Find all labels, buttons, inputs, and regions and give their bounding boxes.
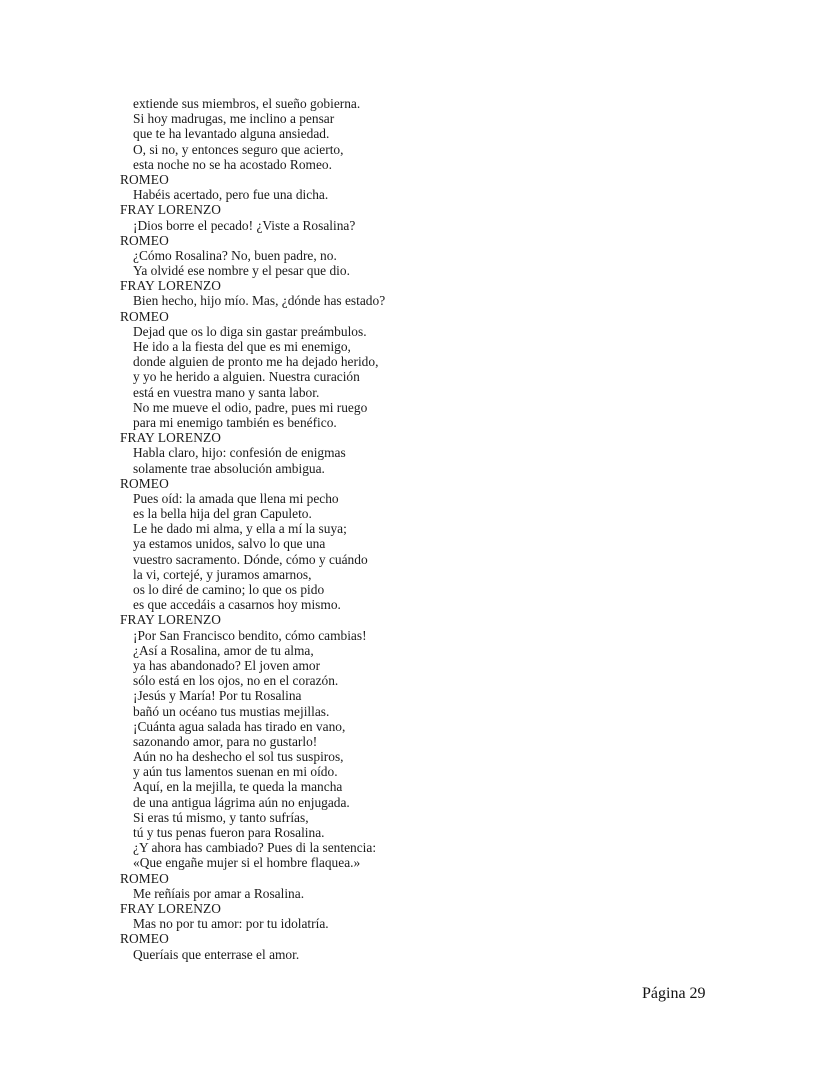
verse-line: Pues oíd: la amada que llena mi pecho [133,490,339,506]
verse-line: sólo está en los ojos, no en el corazón. [133,673,339,689]
speaker-name: FRAY LORENZO [120,430,222,446]
verse-line: esta noche no se ha acostado Romeo. [133,156,332,172]
verse-line: ya has abandonado? El joven amor [133,657,321,673]
verse-line: Aquí, en la mejilla, te queda la mancha [133,779,343,795]
verse-line: es la bella hija del gran Capuleto. [133,506,312,522]
verse-line: Le he dado mi alma, y ella a mí la suya; [133,521,347,537]
verse-line: No me mueve el odio, padre, pues mi ruego [133,399,368,415]
verse-line: He ido a la fiesta del que es mi enemigo, [133,339,351,354]
verse-line: y yo he herido a alguien. Nuestra curación [133,369,360,385]
page-number: Página 29 [642,985,706,1002]
verse-line: vuestro sacramento. Dónde, cómo y cuándo [133,551,368,567]
verse-line: ¿Así a Rosalina, amor de tu alma, [133,642,314,658]
verse-line: Habla claro, hijo: confesión de enigmas [133,445,346,461]
verse-line: Ya olvidé ese nombre y el pesar que dio. [133,263,350,279]
verse-line: para mi enemigo también es benéfico. [133,414,337,430]
verse-line: Aún no ha deshecho el sol tus suspiros, [133,749,344,765]
verse-line: O, si no, y entonces seguro que acierto, [133,141,344,157]
play-text [120,96,385,962]
speaker-name: FRAY LORENZO [120,900,222,916]
verse-line: Si hoy madrugas, me inclino a pensar [133,111,335,127]
speaker-name: FRAY LORENZO [120,278,222,294]
verse-line: donde alguien de pronto me ha dejado herido, [133,354,379,370]
verse-line: la vi, cortejé, y juramos amarnos, [133,566,312,582]
speaker-name: FRAY LORENZO [120,202,222,218]
verse-line: Mas no por tu amor: por tu idolatría. [133,916,329,932]
verse-line: Habéis acertado, pero fue una dicha. [133,187,329,203]
verse-line: Queríais que enterrase el amor. [133,946,300,962]
verse-line: sazonando amor, para no gustarlo! [133,733,318,749]
speaker-name: ROMEO [120,308,169,324]
verse-line: ¡Por San Francisco bendito, cómo cambias! [133,627,367,643]
verse-line: y aún tus lamentos suenan en mi oído. [133,764,338,780]
verse-line: extiende sus miembros, el sueño gobierna. [133,96,361,111]
verse-line: ¿Y ahora has cambiado? Pues di la sentencia: [133,840,377,856]
verse-line: está en vuestra mano y santa labor. [133,384,320,400]
speaker-name: ROMEO [120,931,169,947]
verse-line: bañó un océano tus mustias mejillas. [133,703,330,719]
verse-line: ya estamos unidos, salvo lo que una [133,536,326,552]
verse-line: ¡Dios borre el pecado! ¿Viste a Rosalina? [133,217,356,233]
verse-line: ¡Cuánta agua salada has tirado en vano, [133,718,346,734]
verse-line: Dejad que os lo diga sin gastar preámbulos. [133,323,367,339]
verse-line: ¿Cómo Rosalina? No, buen padre, no. [133,247,337,263]
verse-line: tú y tus penas fueron para Rosalina. [133,825,325,840]
verse-line: de una antigua lágrima aún no enjugada. [133,794,350,810]
verse-line: Bien hecho, hijo mío. Mas, ¿dónde has estado? [133,293,386,309]
verse-line: Me reñíais por amar a Rosalina. [133,885,305,901]
speaker-name: ROMEO [120,171,169,187]
speaker-name: ROMEO [120,870,169,886]
verse-line: solamente trae absolución ambigua. [133,460,325,476]
speaker-name: FRAY LORENZO [120,612,222,628]
verse-line: «Que engañe mujer si el hombre flaquea.» [133,855,361,871]
speaker-name: ROMEO [120,232,169,248]
verse-line: Si eras tú mismo, y tanto sufrías, [133,809,309,825]
verse-line: es que accedáis a casarnos hoy mismo. [133,597,341,613]
speaker-name: ROMEO [120,475,169,491]
verse-line: os lo diré de camino; lo que os pido [133,582,325,597]
verse-line: que te ha levantado alguna ansiedad. [133,126,330,142]
verse-line: ¡Jesús y María! Por tu Rosalina [133,688,302,704]
